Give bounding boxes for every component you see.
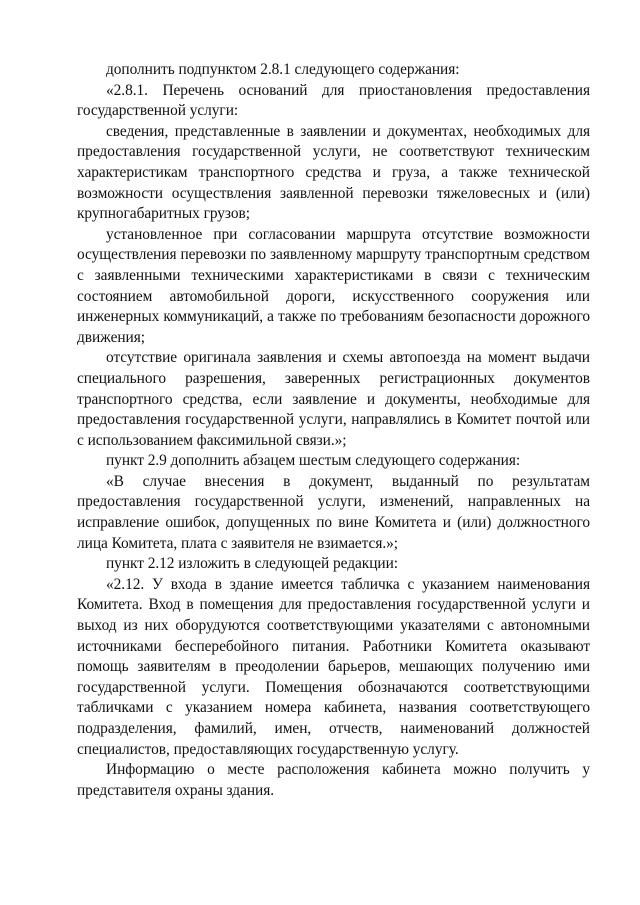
- paragraph: дополнить подпунктом 2.8.1 следующего содержания:: [106, 61, 460, 78]
- paragraph: «В случае внесения в документ, выданный по результатам предоставления государственной услуги, изменений, направленных на исправление ошибок, допущенных по вине Комитета и (или) должностного лица Комитета, плата с заявителя не взимается.»;: [77, 472, 590, 552]
- paragraph: сведения, представленные в заявлении и документах, необходимых для предоставления государственной услуги, не соответствуют техническим характеристикам транспортного средства и груза, а также технической возможности осуществления заявленной перевозки тяжеловесных и (или) крупногабаритных грузов;: [77, 122, 590, 223]
- paragraph: установленное при согласовании маршрута отсутствие возможности осуществления перевозки по заявленному маршруту транспортным средством с заявленными техническими характеристиками в связи с техническим состоянием автомобильной дороги, искусственного сооружения или инженерных коммуникаций, а также по требованиям безопасности дорожного движения;: [77, 225, 590, 346]
- paragraph: Информацию о месте расположения кабинета можно получить у представителя охраны здания.: [77, 761, 590, 799]
- paragraph: пункт 2.9 дополнить абзацем шестым следующего содержания:: [106, 452, 521, 470]
- paragraph: «2.12. У входа в здание имеется табличка с указанием наименования Комитета. Вход в помещения для предоставления государственной услуги и выход из них оборудуются соответствующими указателями с автономными источниками бесперебойного питания. Работники Комитета оказывают помощь заявителям в преодолении барьеров, мешающих получению ими государственной услуги. Помещения обозначаются соответствующими табличками с указанием номера кабинета, названия соответствующего подразделения, фамилий, имен, отчеств, наименований должностей специалистов, предоставляющих государственную услугу.: [77, 575, 590, 758]
- paragraph: «2.8.1. Перечень оснований для приостановления предоставления государственной услуги:: [77, 81, 590, 120]
- paragraph: пункт 2.12 изложить в следующей редакции:: [106, 555, 399, 573]
- paragraph: отсутствие оригинала заявления и схемы автопоезда на момент выдачи специального разрешения, заверенных регистрационных документов транспортного средства, если заявление и документы, необходимые для предоставления государственной услуги, направлялись в Комитет почтой или с использованием факсимильной связи.»;: [77, 349, 590, 449]
